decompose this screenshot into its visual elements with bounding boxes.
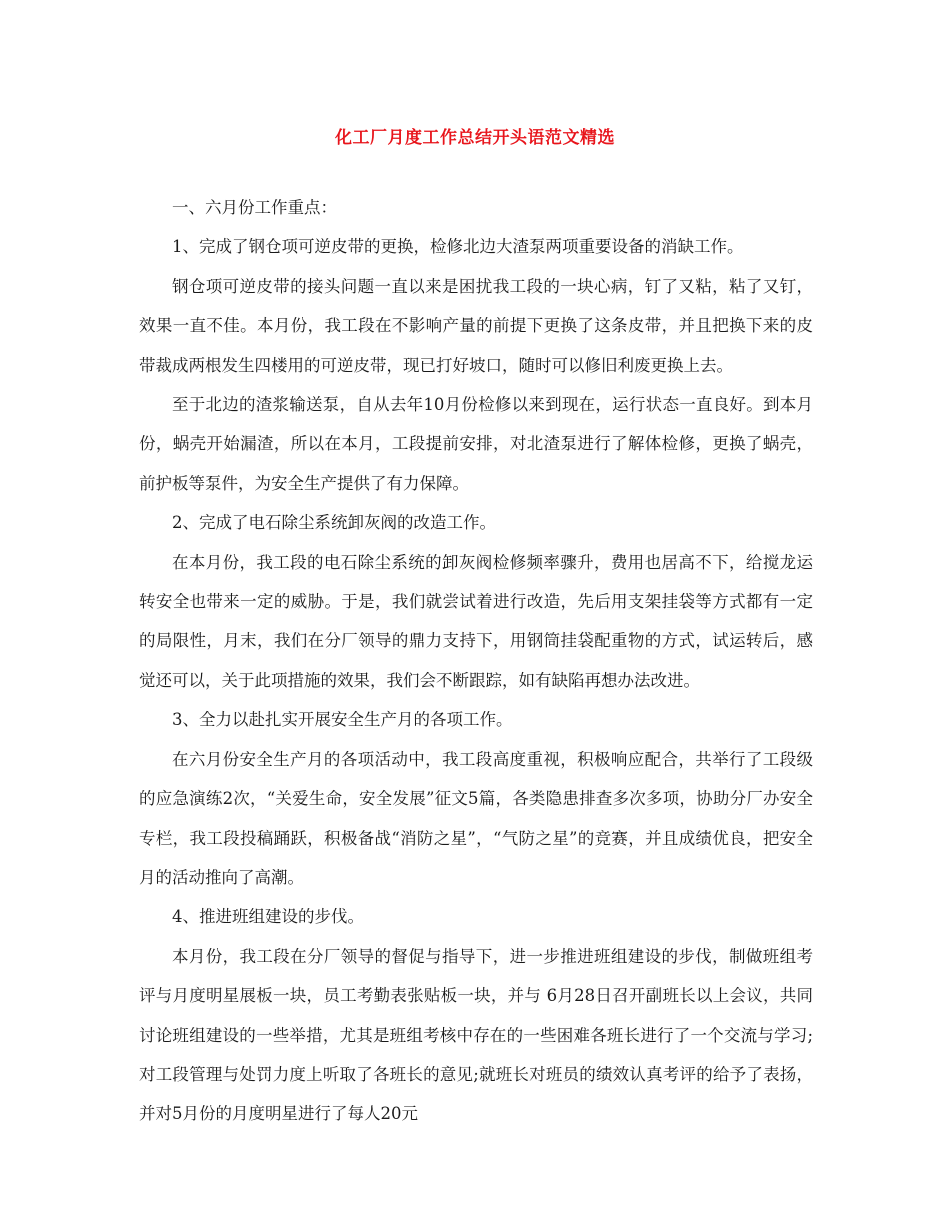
body-paragraph: 钢仓项可逆皮带的接头问题一直以来是困扰我工段的一块心病，钉了又粘，粘了又钉，效果一直不佳。本月份，我工段在不影响产量的前提下更换了这条皮带，并且把换下来的皮带裁成两根发生四楼用的可逆皮带，现已打好坡口，随时可以修旧利废更换上去。 bbox=[139, 276, 813, 375]
document-title: 化工厂月度工作总结开头语范文精选 bbox=[335, 128, 615, 148]
body-paragraph: 至于北边的渣浆输送泵，自从去年10月份检修以来到现在，运行状态一直良好。到本月份，蜗壳开始漏渣，所以在本月，工段提前安排，对北渣泵进行了解体检修，更换了蜗壳，前护板等泵件，为安全生产提供了有力保障。 bbox=[139, 395, 813, 493]
item-heading-3: 3、全力以赴扎实开展安全生产月的各项工作。 bbox=[172, 710, 513, 730]
item-heading-4: 4、推进班组建设的步伐。 bbox=[172, 907, 364, 927]
section-heading: 一、六月份工作重点： bbox=[172, 198, 337, 217]
body-paragraph: 本月份，我工段在分厂领导的督促与指导下，进一步推进班组建设的步伐，制做班组考评与月度明星展板一块，员工考勤表张贴板一块，并与 6月28日召开副班长以上会议，共同讨论班组建设的一些举措，尤其是班组考核中存在的一些困难各班长进行了一个交流与学习;对工段管理与处罚力度上听取了各班长的意见;就班长对班员的绩效认真考评的给予了表扬，并对5月份的月度明星进行了每人20元 bbox=[139, 946, 813, 1124]
body-paragraph: 在六月份安全生产月的各项活动中，我工段高度重视，积极响应配合，共举行了工段级的应急演练2次，“关爱生命，安全发展”征文5篇，各类隐患排查多次多项，协助分厂办安全专栏，我工段投稿踊跃，积极备战“消防之星”，“气防之星”的竞赛，并且成绩优良，把安全月的活动推向了高潮。 bbox=[139, 749, 813, 887]
body-paragraph: 在本月份，我工段的电石除尘系统的卸灰阀检修频率骤升，费用也居高不下，给搅龙运转安全也带来一定的威胁。于是，我们就尝试着进行改造，先后用支架挂袋等方式都有一定的局限性，月末，我们在分厂领导的鼎力支持下，用钢筒挂袋配重物的方式，试运转后，感觉还可以，关于此项措施的效果，我们会不断跟踪，如有缺陷再想办法改进。 bbox=[139, 552, 813, 690]
document-body bbox=[139, 188, 813, 1134]
item-heading-1: 1、完成了钢仓项可逆皮带的更换，检修北边大渣泵两项重要设备的消缺工作。 bbox=[172, 237, 744, 257]
item-heading-2: 2、完成了电石除尘系统卸灰阀的改造工作。 bbox=[172, 513, 496, 533]
